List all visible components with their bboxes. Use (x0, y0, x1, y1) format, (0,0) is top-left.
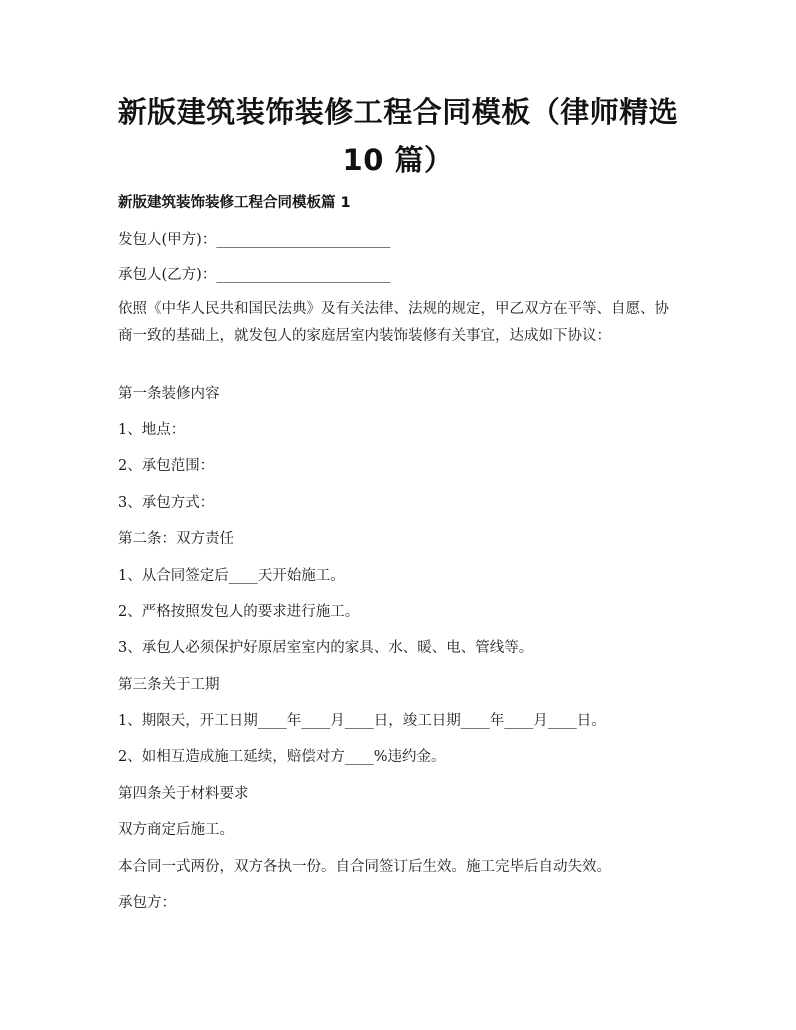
article-2-title: 第二条：双方责任 (118, 531, 234, 547)
article-2-item-3: 3、承包人必须保护好原居室室内的家具、水、暖、电、管线等。 (118, 640, 534, 656)
article-1-item-2: 2、承包范围： (118, 458, 215, 474)
party-b-line: 承包人(乙方)：________________________ (118, 267, 391, 283)
title-line-1: 新版建筑装饰装修工程合同模板（律师精选 (117, 95, 679, 129)
party-a-line: 发包人(甲方)：________________________ (118, 232, 391, 248)
article-1-title: 第一条装修内容 (118, 386, 220, 402)
article-3-item-2: 2、如相互造成施工延续，赔偿对方____%违约金。 (118, 749, 446, 765)
intro-paragraph: 依照《中华人民共和国民法典》及有关法律、法规的规定，甲乙双方在平等、自愿、协商一致的基础上，就发包人的家庭居室内装饰装修有关事宜，达成如下协议： (118, 301, 669, 344)
closing-statement: 本合同一式两份，双方各执一份。自合同签订后生效。施工完毕后自动失效。 (118, 859, 611, 875)
section-heading: 新版建筑装饰装修工程合同模板篇 1 (118, 195, 351, 211)
article-1-item-3: 3、承包方式： (118, 495, 215, 511)
article-4-text: 双方商定后施工。 (118, 822, 234, 838)
article-4-title: 第四条关于材料要求 (118, 786, 249, 802)
article-1-item-1: 1、地点： (118, 422, 186, 438)
article-2-item-2: 2、严格按照发包人的要求进行施工。 (118, 604, 360, 620)
document-title (100, 88, 696, 184)
article-3-item-1: 1、期限天，开工日期____年____月____日，竣工日期____年____月____日。 (118, 713, 606, 729)
article-3-title: 第三条关于工期 (118, 677, 220, 693)
title-line-2: 10 篇） (342, 143, 454, 177)
signature-contractor: 承包方： (118, 895, 176, 911)
article-2-item-1: 1、从合同签定后____天开始施工。 (118, 568, 345, 584)
